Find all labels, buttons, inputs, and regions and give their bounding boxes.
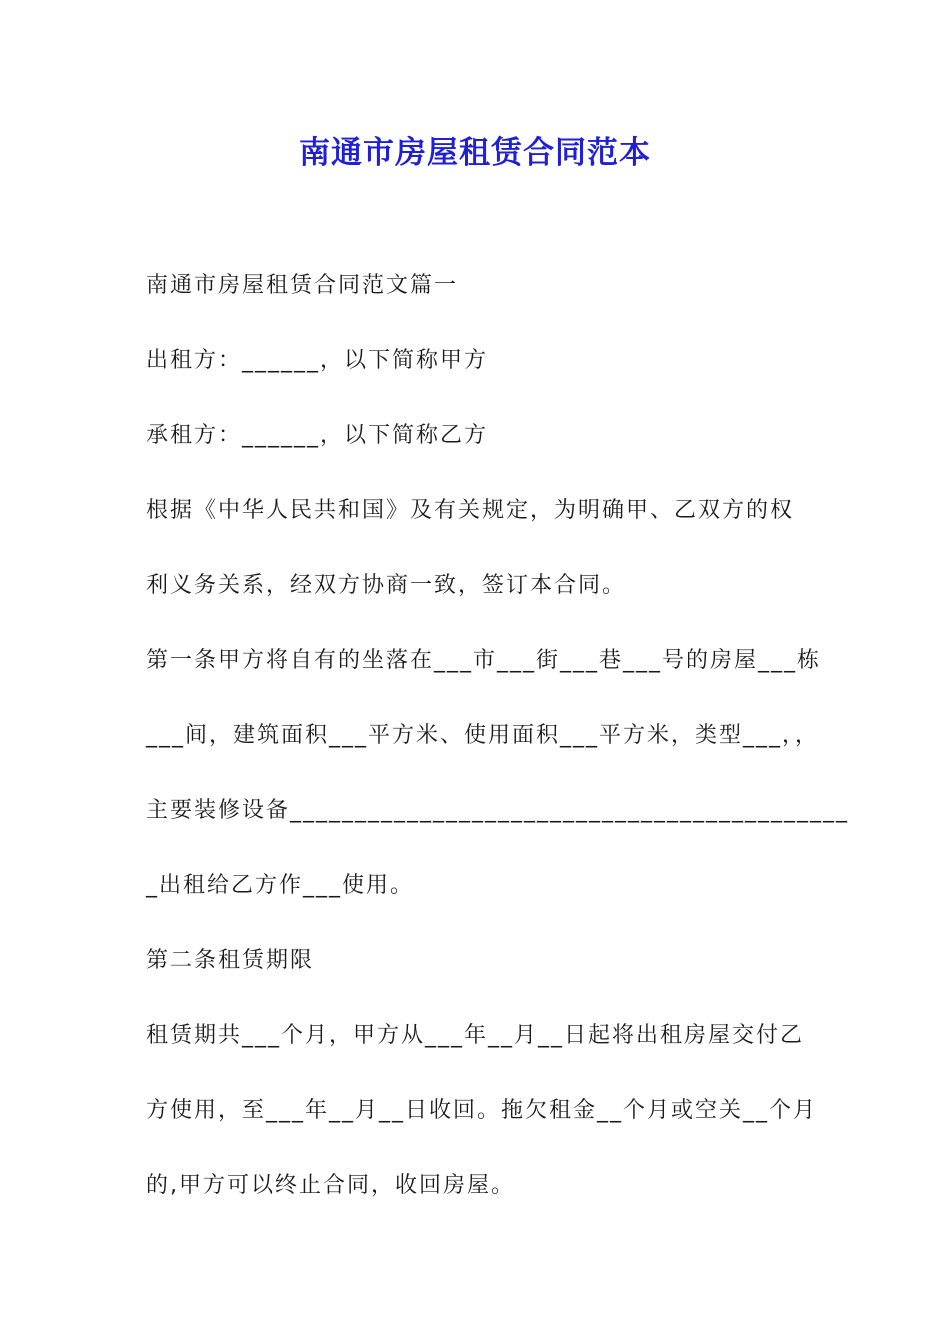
paragraph-line: 利义务关系，经双方协商一致，签订本合同。 (146, 573, 627, 598)
lessee-line: 承租方：______，以下简称乙方 (146, 423, 489, 448)
article-line: 租赁期共___个月，甲方从___年__月__日起将出租房屋交付乙 (146, 1023, 805, 1048)
article-line: _出租给乙方作___使用。 (146, 873, 415, 898)
article-line: 主要装修设备___________________________________________ (146, 798, 850, 823)
article-line: 方使用，至___年__月__日收回。拖欠租金__个月或空关__个月 (146, 1098, 818, 1123)
article-line: 第一条甲方将自有的坐落在___市___街___巷___号的房屋___栋 (146, 648, 822, 673)
lessor-line: 出租方：______，以下简称甲方 (146, 348, 489, 373)
section-heading: 南通市房屋租赁合同范文篇一 (146, 273, 459, 298)
document-body (146, 266, 850, 1241)
document-title: 南通市房屋租赁合同范本 (299, 135, 651, 171)
paragraph-line: 根据《中华人民共和国》及有关规定，为明确甲、乙双方的权 (146, 498, 795, 523)
article-line: 的,甲方可以终止合同，收回房屋。 (146, 1173, 515, 1198)
article-heading: 第二条租赁期限 (146, 948, 315, 973)
article-line: ___间，建筑面积___平方米、使用面积___平方米，类型___，， (146, 723, 820, 748)
